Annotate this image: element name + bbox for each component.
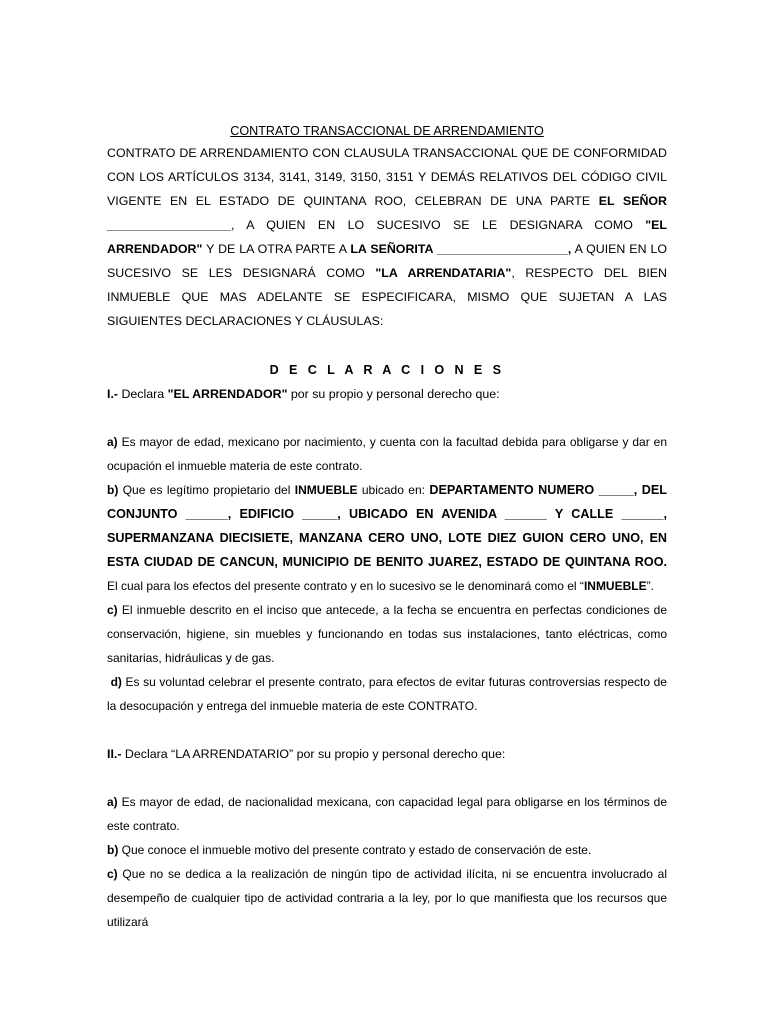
clause-1c: [107, 598, 667, 670]
intro-text: A QUIEN EN LO SUCESIVO SE LES DESIGNARÁ COMO: [107, 242, 667, 280]
spacer: [107, 718, 667, 742]
section-1-heading: [107, 382, 667, 406]
clause-text: ubicado en:: [357, 483, 430, 497]
inmueble-term: INMUEBLE: [294, 483, 358, 497]
clause-text: Que no se dedica a la realización de ningún tipo de actividad ilícita, ni se encuentra involucrado al desempeño de cualquier tipo de actividad contraria a la ley, por lo que manifiesta que los recursos que utilizará: [107, 867, 667, 929]
intro-text: , RESPECTO DEL BIEN INMUEBLE QUE MAS ADELANTE SE ESPECIFICARA, MISMO QUE SUJETAN A LAS SIGUIENTES DECLARACIONES Y CLÁUSULAS:: [107, 266, 667, 328]
document-title: CONTRATO TRANSACCIONAL DE ARRENDAMIENTO: [230, 124, 544, 138]
intro-text: CONTRATO DE ARRENDAMIENTO CON CLAUSULA TRANSACCIONAL QUE DE CONFORMIDAD CON LOS ARTÍCULOS 3134, 3141, 3149, 3150, 3151 Y DEMÁS RELATIVOS DEL CÓDIGO CIVIL VIGENTE EN EL ESTADO DE QUINTANA ROO, CELEBRAN DE UNA PARTE: [107, 146, 667, 208]
section-2-text: ” por su propio y personal derecho que:: [289, 747, 506, 761]
clause-text: El cual para los efectos del presente contrato y en lo sucesivo se le denominará como el “: [107, 579, 584, 593]
property-address: DEPARTAMENTO NUMERO _____, DEL CONJUNTO ______, EDIFICIO _____, UBICADO EN AVENIDA ______ Y CALLE ______, SUPERMANZANA DIECISIETE, MANZANA CERO UNO, LOTE DIEZ GUION CERO UNO, EN ESTA CIUDAD DE CANCUN, MUNICIPIO DE BENITO JUAREZ, ESTADO DE QUINTANA ROO.: [107, 483, 667, 569]
arrendataria-term: "LA ARRENDATARIA": [375, 266, 512, 280]
clause-1a: [107, 430, 667, 478]
section-2-heading: [107, 742, 667, 766]
clause-1b: [107, 478, 667, 598]
section-2-party: LA ARRENDATARIO: [175, 747, 290, 761]
clause-text: ”.: [646, 579, 654, 593]
clause-label: a): [107, 795, 118, 809]
declaraciones-heading: D E C L A R A C I O N E S: [269, 363, 505, 377]
section-2-text: Declara “: [121, 747, 176, 761]
clause-label: c): [107, 867, 118, 881]
clause-2a: [107, 790, 667, 838]
clause-text: Es mayor de edad, de nacionalidad mexicana, con capacidad legal para obligarse en los términos de este contrato.: [107, 795, 667, 833]
clause-label: b): [107, 483, 119, 497]
section-1-text: por su propio y personal derecho que:: [287, 387, 500, 401]
clause-label: c): [107, 603, 118, 617]
section-1-party: "EL ARRENDADOR": [167, 387, 288, 401]
el-senor-blank: EL SEÑOR __________________: [107, 194, 667, 232]
clause-1d: [107, 670, 667, 718]
arrendador-term: "EL ARRENDADOR": [107, 218, 667, 256]
clause-text: Es su voluntad celebrar el presente contrato, para efectos de evitar futuras controversias respecto de la desocupación y entrega del inmueble materia de este CONTRATO.: [107, 675, 667, 713]
clause-text: Que es legítimo propietario del: [118, 483, 295, 497]
section-2-number: II.-: [107, 747, 122, 761]
inmueble-term: INMUEBLE: [583, 579, 647, 593]
document-body: [107, 121, 667, 934]
spacer: [107, 766, 667, 790]
clause-label: d): [107, 675, 122, 689]
clause-label: b): [107, 843, 119, 857]
clause-text: Que conoce el inmueble motivo del presente contrato y estado de conservación de este.: [118, 843, 592, 857]
spacer: [107, 406, 667, 430]
intro-paragraph: [107, 141, 667, 333]
clause-text: El inmueble descrito en el inciso que antecede, a la fecha se encuentra en perfectas condiciones de conservación, higiene, sin muebles y funcionando en todas sus instalaciones, tanto eléctricas, como sanitarias, hidráulicas y de gas.: [107, 603, 667, 665]
section-1-text: Declara: [118, 387, 168, 401]
la-senorita-blank: LA SEÑORITA ___________________,: [350, 242, 572, 256]
section-1-number: I.-: [107, 387, 119, 401]
clause-2c: [107, 862, 667, 934]
clause-text: Es mayor de edad, mexicano por nacimiento, y cuenta con la facultad debida para obligarse y dar en ocupación el inmueble materia de este contrato.: [107, 435, 667, 473]
clause-2b: [107, 838, 667, 862]
intro-text: , A QUIEN EN LO SUCESIVO SE LE DESIGNARA COMO: [231, 218, 646, 232]
clause-label: a): [107, 435, 118, 449]
intro-text: Y DE LA OTRA PARTE A: [202, 242, 351, 256]
